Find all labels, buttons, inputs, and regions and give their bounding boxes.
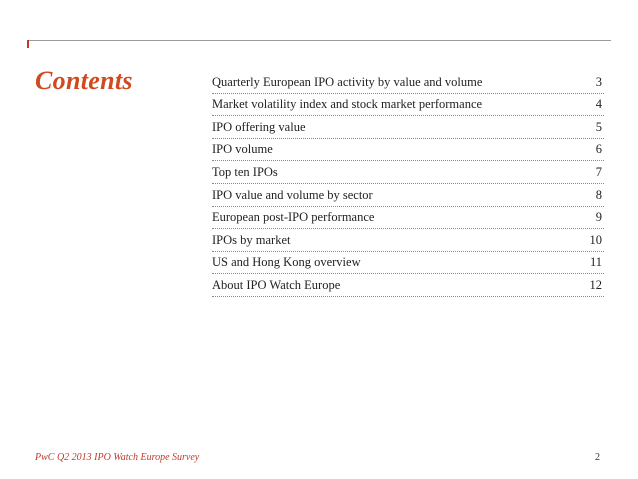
toc-entry-page: 3 — [595, 74, 602, 89]
toc-entry-label: European post-IPO performance — [212, 210, 375, 225]
toc-entry[interactable] — [212, 71, 604, 94]
toc-entry-page: 7 — [595, 164, 602, 179]
toc-entry-page: 5 — [595, 119, 602, 134]
page-title: Contents — [35, 66, 133, 95]
toc-entry[interactable] — [212, 116, 604, 139]
toc-entry-label: Market volatility index and stock market performance — [212, 97, 483, 112]
footer-source: PwC Q2 2013 IPO Watch Europe Survey — [35, 452, 200, 463]
toc-entry-page: 10 — [589, 232, 602, 247]
footer-page-number: 2 — [595, 452, 600, 463]
toc-entry[interactable] — [212, 274, 604, 297]
toc-entry[interactable] — [212, 184, 604, 207]
toc-entry[interactable] — [212, 139, 604, 162]
toc-entry-page: 8 — [595, 187, 602, 202]
header-divider-tick — [27, 40, 29, 48]
toc-entry-page: 11 — [589, 255, 602, 270]
toc-entry[interactable] — [212, 161, 604, 184]
toc-entry-page: 9 — [595, 210, 602, 225]
toc-entry-label: About IPO Watch Europe — [212, 277, 341, 292]
toc-entry[interactable] — [212, 229, 604, 252]
toc-entry-label: IPO value and volume by sector — [212, 187, 373, 202]
toc-entry-page: 12 — [589, 277, 602, 292]
toc-entry-label: IPO volume — [212, 142, 273, 157]
toc-entry[interactable] — [212, 252, 604, 275]
table-of-contents — [212, 71, 604, 297]
toc-entry[interactable] — [212, 94, 604, 117]
toc-entry-label: IPOs by market — [212, 232, 291, 247]
header-divider — [27, 40, 611, 41]
toc-entry-label: IPO offering value — [212, 119, 306, 134]
toc-entry-label: Top ten IPOs — [212, 164, 278, 179]
toc-entry-label: Quarterly European IPO activity by value and volume — [212, 74, 483, 89]
toc-entry-page: 4 — [595, 97, 602, 112]
toc-entry[interactable] — [212, 207, 604, 230]
toc-entry-page: 6 — [595, 142, 602, 157]
toc-entry-label: US and Hong Kong overview — [212, 255, 361, 270]
